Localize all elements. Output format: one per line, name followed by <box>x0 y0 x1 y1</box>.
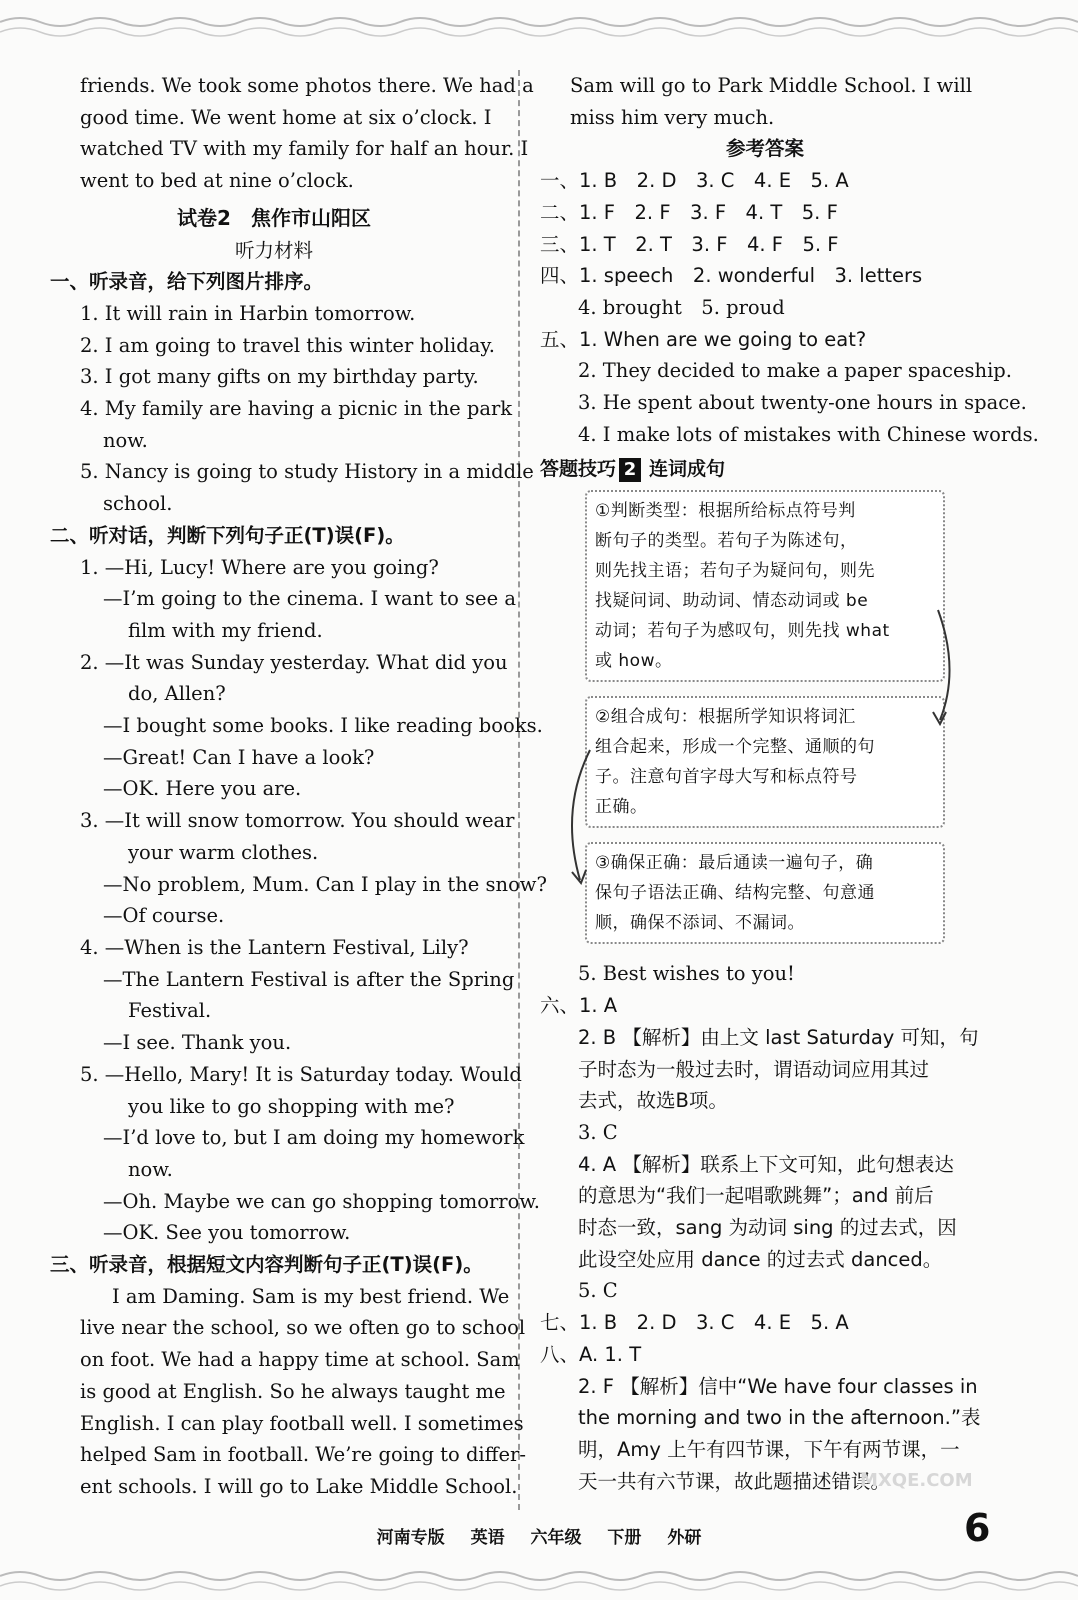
dialogue-line: you like to go shopping with me? <box>128 1094 455 1118</box>
answers-title: 参考答案 <box>725 137 804 161</box>
passage-line: is good at English. So he always taught me <box>80 1379 506 1403</box>
top-wave-border <box>0 0 1078 60</box>
answer-row: 五、1. When are we going to eat? <box>540 327 867 351</box>
tip-line: 断句子的类型。若句子为陈述句， <box>595 531 858 552</box>
tip-line: 子。注意句首字母大写和标点符号 <box>595 767 858 788</box>
right-column <box>540 70 1039 1497</box>
dialogue-line: —No problem, Mum. Can I play in the snow? <box>103 872 547 896</box>
tip-line: ②组合成句：根据所学知识将词汇 <box>595 707 856 728</box>
answer-row: 八、A. 1. T <box>540 1342 642 1366</box>
tip-line: 组合起来，形成一个完整、通顺的句 <box>595 737 875 758</box>
answer-row: the morning and two in the afternoon.”表 <box>578 1406 981 1430</box>
dialogue-line: —The Lantern Festival is after the Spring <box>103 967 515 991</box>
tip-boxes <box>540 490 990 944</box>
answer-row: 4. I make lots of mistakes with Chinese words. <box>578 422 1039 446</box>
dialogue-line: now. <box>128 1157 173 1181</box>
left-column <box>50 70 547 1503</box>
passage-line: I am Daming. Sam is my best friend. We <box>112 1284 510 1308</box>
answer-row: 去式，故选B项。 <box>578 1089 728 1113</box>
page-number: 6 <box>964 1506 991 1550</box>
section-1-title: 一、听录音，给下列图片排序。 <box>50 270 324 294</box>
passage-line: live near the school, so we often go to school <box>80 1316 526 1340</box>
passage-line: ent schools. I will go to Lake Middle School. <box>80 1474 518 1498</box>
dialogue-line: 2. —It was Sunday yesterday. What did you <box>80 650 508 674</box>
section-2-title: 二、听对话，判断下列句子正(T)误(F)。 <box>50 523 405 547</box>
listening-item-cont: now. <box>103 428 148 452</box>
answer-row: 天一共有六节课，故此题描述错误。 <box>578 1469 891 1493</box>
footer-edition: 河南专版 <box>376 1528 445 1548</box>
listening-item: 4. My family are having a picnic in the park <box>80 397 513 421</box>
answer-row: 3. C <box>578 1120 618 1144</box>
dialogue-line: —I bought some books. I like reading books. <box>103 714 543 738</box>
dialogue-line: —I see. Thank you. <box>103 1031 292 1055</box>
dialogue-line: do, Allen? <box>128 682 226 706</box>
listening-item: 1. It will rain in Harbin tomorrow. <box>80 301 416 325</box>
footer-publisher: 外研 <box>667 1528 702 1548</box>
answer-row: 此设空处应用 dance 的过去式 danced。 <box>578 1247 943 1271</box>
answer-row: 子时态为一般过去时，谓语动词应用其过 <box>578 1057 930 1081</box>
listening-item: 3. I got many gifts on my birthday party. <box>80 365 479 389</box>
answer-row: 的意思为“我们一起唱歌跳舞”；and 前后 <box>578 1184 934 1208</box>
tip-number-badge: 2 <box>619 458 641 482</box>
dialogue-line: —Oh. Maybe we can go shopping tomorrow. <box>103 1189 540 1213</box>
answer-row: 时态一致，sang 为动词 sing 的过去式，因 <box>578 1216 957 1240</box>
text-line: watched TV with my family for half an hour. I <box>80 137 529 161</box>
answer-row: 5. C <box>578 1279 618 1303</box>
section-subtitle: 听力材料 <box>234 238 313 262</box>
dialogue-line: —OK. Here you are. <box>103 777 302 801</box>
dialogue-line: —Great! Can I have a look? <box>103 745 375 769</box>
column-divider <box>518 70 520 1510</box>
tip-line: 动词；若句子为感叹句，则先找 what <box>595 621 890 642</box>
flow-arrows <box>540 490 990 950</box>
listening-item-cont: school. <box>103 492 173 516</box>
watermark: MXQE.COM <box>860 1470 973 1491</box>
tip-line: ①判断类型：根据所给标点符号判 <box>595 501 856 522</box>
dialogue-line: —I’d love to, but I am doing my homework <box>103 1126 525 1150</box>
text-line: friends. We took some photos there. We had a <box>80 74 534 97</box>
tip-line: 则先找主语；若句子为疑问句，则先 <box>595 561 875 582</box>
tip-line: 顺，确保不添词、不漏词。 <box>595 913 805 934</box>
passage-line: on foot. We had a happy time at school. Sam <box>80 1348 520 1372</box>
footer-volume: 下册 <box>607 1528 642 1548</box>
answer-row: 六、1. A <box>540 994 618 1018</box>
listening-item: 2. I am going to travel this winter holiday. <box>80 333 495 357</box>
answer-row: 七、1. B 2. D 3. C 4. E 5. A <box>540 1311 849 1335</box>
paper-title: 试卷2 焦作市山阳区 <box>177 205 371 230</box>
tip-line: 正确。 <box>595 797 648 818</box>
page-footer <box>0 1523 1078 1548</box>
passage-line: Sam will go to Park Middle School. I will <box>570 74 973 97</box>
tip-line: 找疑问词、助动词、情态动词或 be <box>595 591 869 612</box>
section-3-title: 三、听录音，根据短文内容判断句子正(T)误(F)。 <box>50 1253 483 1277</box>
dialogue-line: Festival. <box>128 999 212 1023</box>
passage-line: helped Sam in football. We’re going to differ- <box>80 1443 526 1467</box>
tip-line: 或 how。 <box>595 651 673 672</box>
tip-line: 保句子语法正确、结构完整、句意通 <box>595 883 875 904</box>
listening-item: 5. Nancy is going to study History in a middle <box>80 460 534 484</box>
dialogue-line: 4. —When is the Lantern Festival, Lily? <box>80 935 469 959</box>
dialogue-line: —Of course. <box>103 904 225 928</box>
dialogue-line: 5. —Hello, Mary! It is Saturday today. Would <box>80 1062 522 1086</box>
footer-subject: 英语 <box>470 1528 505 1548</box>
answer-row: 二、1. F 2. F 3. F 4. T 5. F <box>540 200 838 224</box>
answer-row: 2. F 【解析】信中“We have four classes in <box>578 1374 978 1398</box>
dialogue-line: 3. —It will snow tomorrow. You should wear <box>80 809 515 833</box>
dialogue-line: your warm clothes. <box>128 840 319 864</box>
text-line: good time. We went home at six o’clock. I <box>80 105 492 129</box>
tip-header <box>540 454 990 484</box>
answer-row: 3. He spent about twenty-one hours in space. <box>578 391 1027 415</box>
answer-row: 4. brought 5. proud <box>578 295 785 319</box>
dialogue-line: —I’m going to the cinema. I want to see a <box>103 587 516 611</box>
answer-row: 一、1. B 2. D 3. C 4. E 5. A <box>540 169 849 193</box>
footer-grade: 六年级 <box>530 1528 582 1548</box>
dialogue-line: —OK. See you tomorrow. <box>103 1221 351 1245</box>
answer-row: 4. A 【解析】联系上下文可知，此句想表达 <box>578 1152 954 1176</box>
bottom-wave-border <box>0 1562 1078 1600</box>
tip-title: 连词成句 <box>649 458 726 481</box>
answer-row: 明，Amy 上午有四节课，下午有两节课，一 <box>578 1437 960 1461</box>
answer-row: 2. They decided to make a paper spaceship. <box>578 359 1012 383</box>
answer-row: 四、1. speech 2. wonderful 3. letters <box>540 264 923 288</box>
text-line: went to bed at nine o’clock. <box>80 169 354 193</box>
answer-row: 三、1. T 2. T 3. F 4. F 5. F <box>540 232 839 256</box>
tip-line: ③确保正确：最后通读一遍句子，确 <box>595 853 874 874</box>
passage-line: English. I can play football well. I sometimes <box>80 1411 524 1435</box>
dialogue-line: film with my friend. <box>128 618 323 642</box>
passage-line: miss him very much. <box>570 105 775 129</box>
dialogue-line: 1. —Hi, Lucy! Where are you going? <box>80 555 439 579</box>
tip-label: 答题技巧 <box>540 458 617 481</box>
answer-row: 5. Best wishes to you! <box>578 962 795 986</box>
passage-tail <box>50 70 534 197</box>
answer-row: 2. B 【解析】由上文 last Saturday 可知，句 <box>578 1025 979 1049</box>
